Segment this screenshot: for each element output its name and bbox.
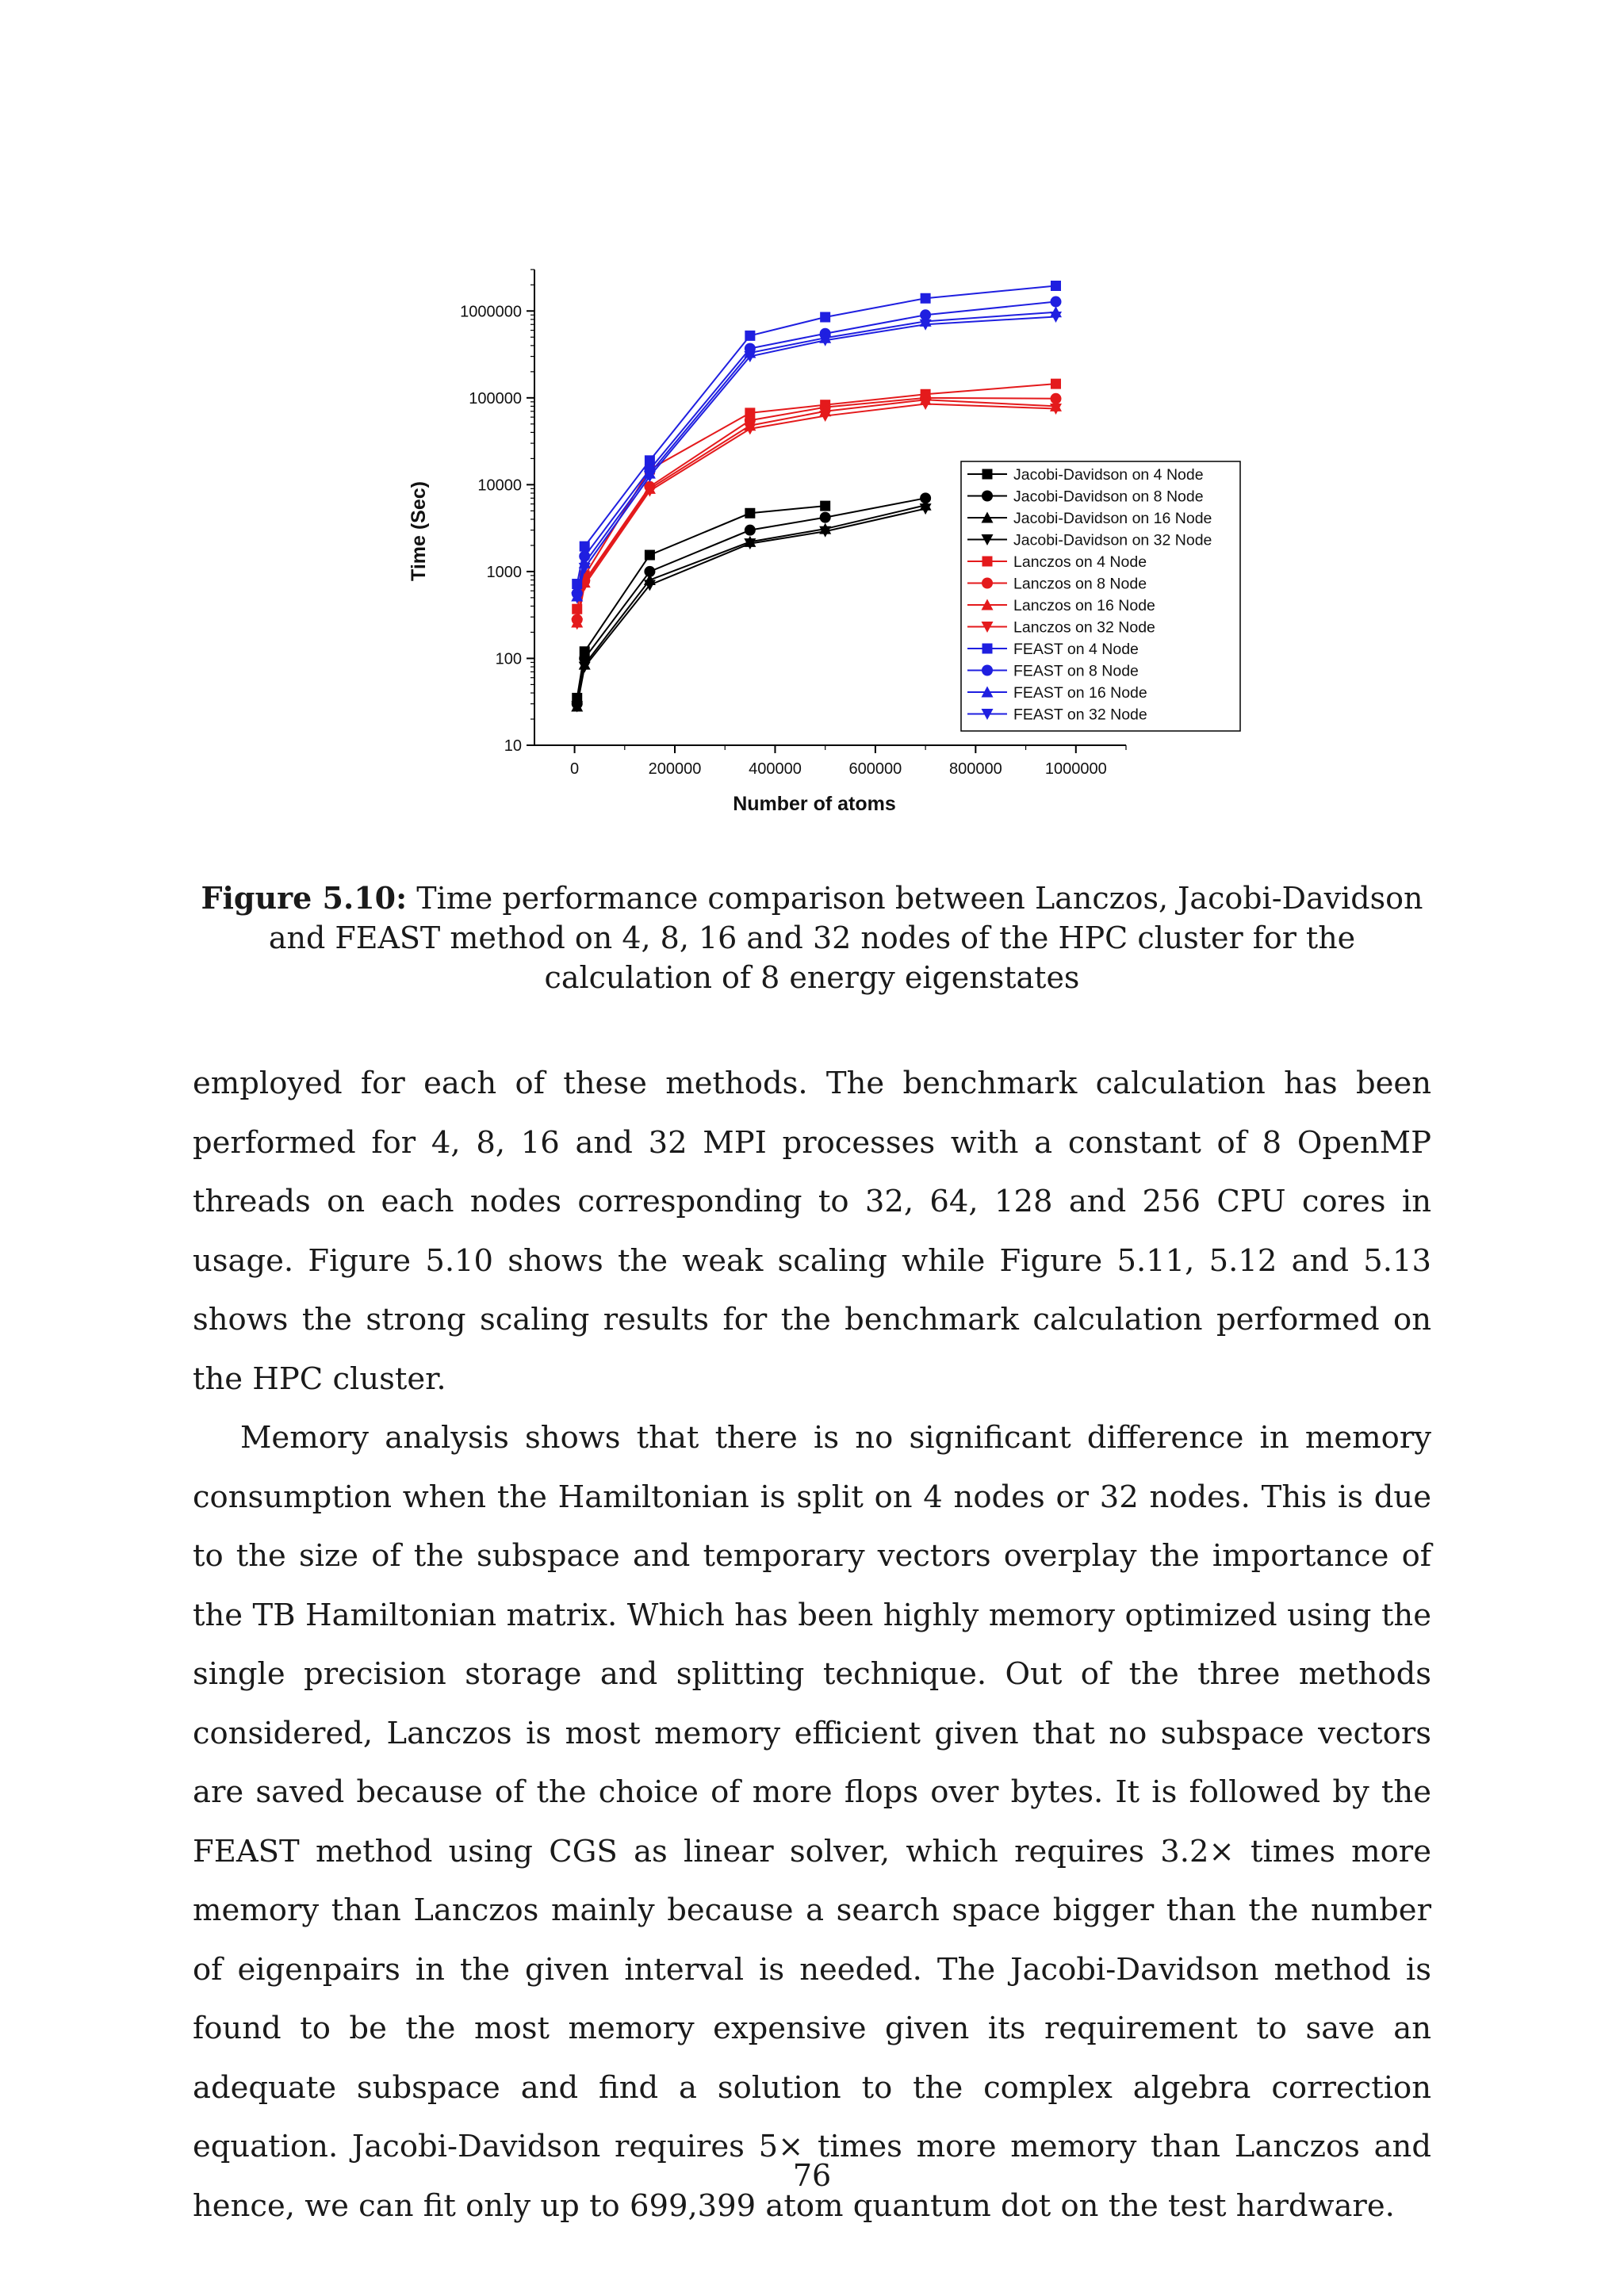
x-tick-label: 0 bbox=[570, 760, 580, 778]
y-tick-label: 100000 bbox=[469, 389, 522, 408]
data-point bbox=[820, 501, 830, 511]
legend-marker bbox=[982, 491, 993, 502]
caption-label: Figure 5.10: bbox=[201, 880, 408, 916]
legend-marker bbox=[982, 578, 993, 589]
y-tick-label: 100 bbox=[495, 650, 522, 668]
legend-label: Lanczos on 16 Node bbox=[1013, 597, 1155, 614]
legend-label: Jacobi-Davidson on 8 Node bbox=[1013, 488, 1204, 506]
legend-label: Jacobi-Davidson on 32 Node bbox=[1013, 531, 1212, 549]
data-point bbox=[1051, 379, 1061, 389]
legend-marker bbox=[982, 644, 993, 654]
figure bbox=[396, 254, 1269, 832]
x-tick-label: 200000 bbox=[648, 760, 702, 778]
y-tick-label: 10 bbox=[504, 737, 522, 755]
paragraph: employed for each of these methods. The benchmark calculation has been performed for 4, 8, 16 and 32 MPI processes with a constant of 8 OpenMP threads on each nodes corresponding to 32, 64, 128 and 256 CPU cores in usage. Figure 5.10 shows the weak scaling while Figure 5.11, 5.12 and 5.13 shows the strong scaling results for the benchmark calculation performed on the HPC cluster. bbox=[193, 1066, 1431, 1397]
x-tick-label: 400000 bbox=[749, 760, 802, 778]
page-number: 76 bbox=[792, 2158, 832, 2193]
data-point bbox=[580, 541, 590, 552]
data-point bbox=[921, 293, 931, 304]
x-tick-label: 1000000 bbox=[1044, 760, 1107, 778]
y-tick-label: 1000 bbox=[486, 563, 522, 581]
legend-label: FEAST on 16 Node bbox=[1013, 684, 1147, 702]
y-tick-label: 1000000 bbox=[460, 303, 522, 321]
body-text bbox=[193, 1054, 1431, 2236]
legend-label: Lanczos on 8 Node bbox=[1013, 575, 1147, 593]
legend-label: FEAST on 8 Node bbox=[1013, 662, 1139, 680]
legend-label: Lanczos on 4 Node bbox=[1013, 553, 1147, 571]
x-tick-label: 800000 bbox=[948, 760, 1002, 778]
y-axis-label: Time (Sec) bbox=[408, 481, 430, 581]
data-point bbox=[745, 508, 755, 519]
y-tick-label: 10000 bbox=[477, 476, 522, 495]
legend-label: FEAST on 4 Node bbox=[1013, 641, 1139, 658]
data-point bbox=[745, 331, 755, 341]
paragraph: Memory analysis shows that there is no significant difference in memory consumption when the Hamiltonian is split on 4 nodes or 32 nodes. This is due to the size of the subspace and temporary vectors overplay the importance of the TB Hamiltonian matrix. Which has been highly memory optimized using the single precision storage and splitting technique. Out of the three methods considered, Lanczos is most memory efficient given that no subspace vectors are saved because of the choice of more flops over bytes. It is followed by the FEAST method using CGS as linear solver, which requires 3.2× times more memory than Lanczos mainly because a search space bigger than the number of eigenpairs in the given interval is needed. The Jacobi-Davidson method is found to be the most memory expensive given its requirement to save an adequate subspace and find a solution to the complex algebra correction equation. Jacobi-Davidson requires 5× times more memory than Lanczos and hence, we can fit only up to 699,399 atom quantum dot on the test hardware. bbox=[193, 1420, 1431, 2224]
legend-marker bbox=[982, 557, 993, 567]
legend-label: Lanczos on 32 Node bbox=[1013, 618, 1155, 637]
chart bbox=[396, 254, 1269, 832]
data-point bbox=[1051, 281, 1061, 291]
legend-marker bbox=[982, 469, 993, 480]
data-point bbox=[1050, 297, 1061, 308]
legend-label: Jacobi-Davidson on 4 Node bbox=[1013, 466, 1204, 484]
data-point bbox=[645, 550, 655, 561]
legend-marker bbox=[982, 665, 993, 676]
legend-label: FEAST on 32 Node bbox=[1013, 706, 1147, 724]
data-point bbox=[745, 525, 756, 536]
x-axis-label: Number of atoms bbox=[733, 793, 896, 815]
caption-text: Time performance comparison between Lanczos, Jacobi-Davidson and FEAST method on 4, 8, 16 and 32 nodes of the HPC cluster for the calculation of 8 energy eigenstates bbox=[268, 881, 1423, 995]
data-point bbox=[820, 312, 830, 322]
data-point bbox=[820, 512, 831, 523]
figure-caption bbox=[198, 878, 1426, 997]
legend-label: Jacobi-Davidson on 16 Node bbox=[1013, 510, 1212, 527]
x-tick-label: 600000 bbox=[848, 760, 902, 778]
